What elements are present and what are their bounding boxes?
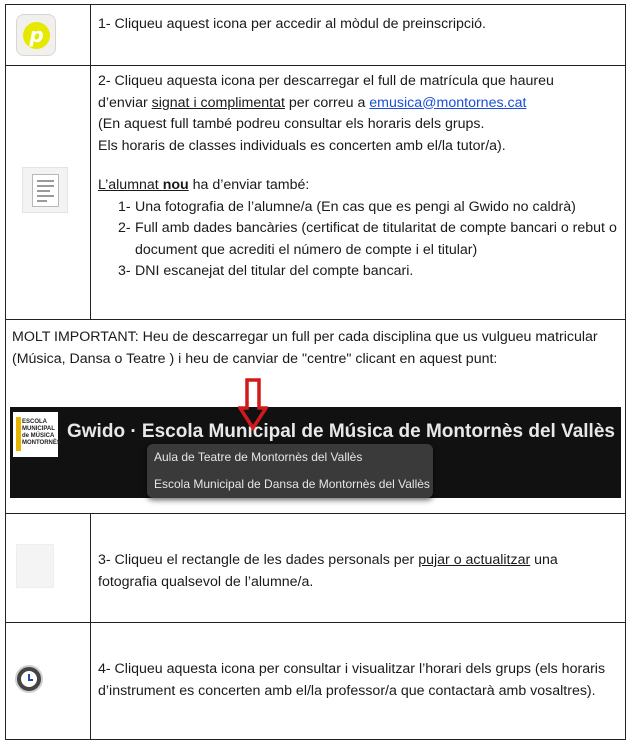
item-number: 2- <box>118 220 131 236</box>
logo-line: de MÚSICA <box>22 433 55 439</box>
doc-line <box>37 200 47 202</box>
row-schedule <box>5 622 626 740</box>
photo-placeholder-icon[interactable] <box>16 544 54 588</box>
icon-cell <box>6 66 90 319</box>
logo-bar <box>16 417 21 451</box>
cell-divider <box>90 514 91 622</box>
icon-cell <box>6 514 90 622</box>
clock-hand <box>28 679 33 681</box>
logo-text <box>22 419 61 447</box>
text: per correu a <box>284 94 370 111</box>
row-photo <box>5 513 626 623</box>
logo-line: MONTORNÈS <box>22 440 61 446</box>
spacer <box>98 157 619 175</box>
doc-line <box>37 195 54 197</box>
document-icon[interactable] <box>22 167 68 213</box>
text: L’alumnat <box>98 177 163 193</box>
clock-icon[interactable] <box>15 665 43 693</box>
item-text: DNI escanejat del titular del compte bancari. <box>135 263 414 279</box>
item-number: 1- <box>118 198 131 215</box>
center-dropdown[interactable] <box>147 444 433 498</box>
text: nou <box>162 177 189 193</box>
center-option-dansa[interactable]: Escola Municipal de Dansa de Montornès del Vallès <box>154 477 430 491</box>
row2-line1: 2- Cliqueu aquesta icona per descarregar el full de matrícula que haureu <box>98 73 554 89</box>
cell-divider <box>90 623 91 739</box>
logo-line: MUNICIPAL <box>22 426 55 432</box>
row-important <box>5 319 626 514</box>
item-text: Una fotografia de l’alumne/a (En cas que es pengi al Gwido no caldrà) <box>135 198 576 215</box>
signed-text: signat i complimentat <box>151 94 285 111</box>
doc-line <box>37 180 54 182</box>
row-enrollment-form <box>5 65 626 320</box>
logo-line: ESCOLA <box>22 419 48 425</box>
row4-text <box>98 550 619 593</box>
p-icon-letter: p <box>23 22 50 49</box>
upload-update-text: pujar o actualitzar <box>418 552 531 568</box>
row5-text: 4- Cliqueu aquesta icona per consultar i visualitzar l’horari dels grups (els horaris d’instrument es concerten amb el/la professor/a que contactarà amb vosaltres). <box>98 661 606 699</box>
cell-divider <box>90 66 91 319</box>
row2-line3: (En aquest full també podreu consultar els horaris dels grups. <box>98 116 485 132</box>
email-link[interactable]: emusica@montornes.cat <box>369 94 527 111</box>
row2-line4: Els horaris de classes individuals es concerten amb el/la tutor/a). <box>98 137 506 154</box>
center-title[interactable]: Gwido · Escola Municipal de Música de Montornès del Vallès <box>67 421 615 442</box>
list-item <box>98 197 619 219</box>
item-number: 3- <box>118 263 131 279</box>
red-arrow-icon <box>238 378 268 432</box>
school-logo <box>13 412 61 457</box>
list-item <box>98 218 619 261</box>
preinscription-app-icon[interactable] <box>16 14 56 56</box>
important-text: MOLT IMPORTANT: Heu de descarregar un full per cada disciplina que us vulgueu matricular (Música, Dansa o Teatre ) i heu de canviar de "centre" clicant en aquest punt: <box>12 329 598 367</box>
new-students-heading <box>98 175 619 197</box>
doc-line <box>37 190 50 192</box>
text: una fotografia qualsevol de l’alumne/a. <box>98 552 558 590</box>
document-sheet <box>32 174 59 207</box>
text: ha d’enviar també: <box>188 177 310 193</box>
icon-cell <box>6 5 90 65</box>
text: 3- Cliqueu el rectangle de les dades personals per <box>98 552 419 568</box>
instructions-table <box>5 4 626 740</box>
center-option-teatre[interactable]: Aula de Teatre de Montornès del Vallès <box>154 450 363 464</box>
doc-line <box>37 185 54 187</box>
row-preinscription <box>5 4 626 66</box>
row2-text <box>98 71 619 283</box>
icon-cell <box>6 623 90 739</box>
gwido-center-banner[interactable] <box>10 407 621 498</box>
item-text: Full amb dades bancàries (certificat de titularitat de compte bancari o rebut o document que acrediti el número de compte i el titular) <box>135 220 617 258</box>
cell-divider <box>90 5 91 65</box>
row2-line2 <box>98 93 619 115</box>
row1-text: 1- Cliqueu aquest icona per accedir al mòdul de preinscripció. <box>98 16 487 32</box>
list-item <box>98 261 619 283</box>
text: d’enviar <box>98 94 152 111</box>
requirements-list <box>98 197 619 283</box>
